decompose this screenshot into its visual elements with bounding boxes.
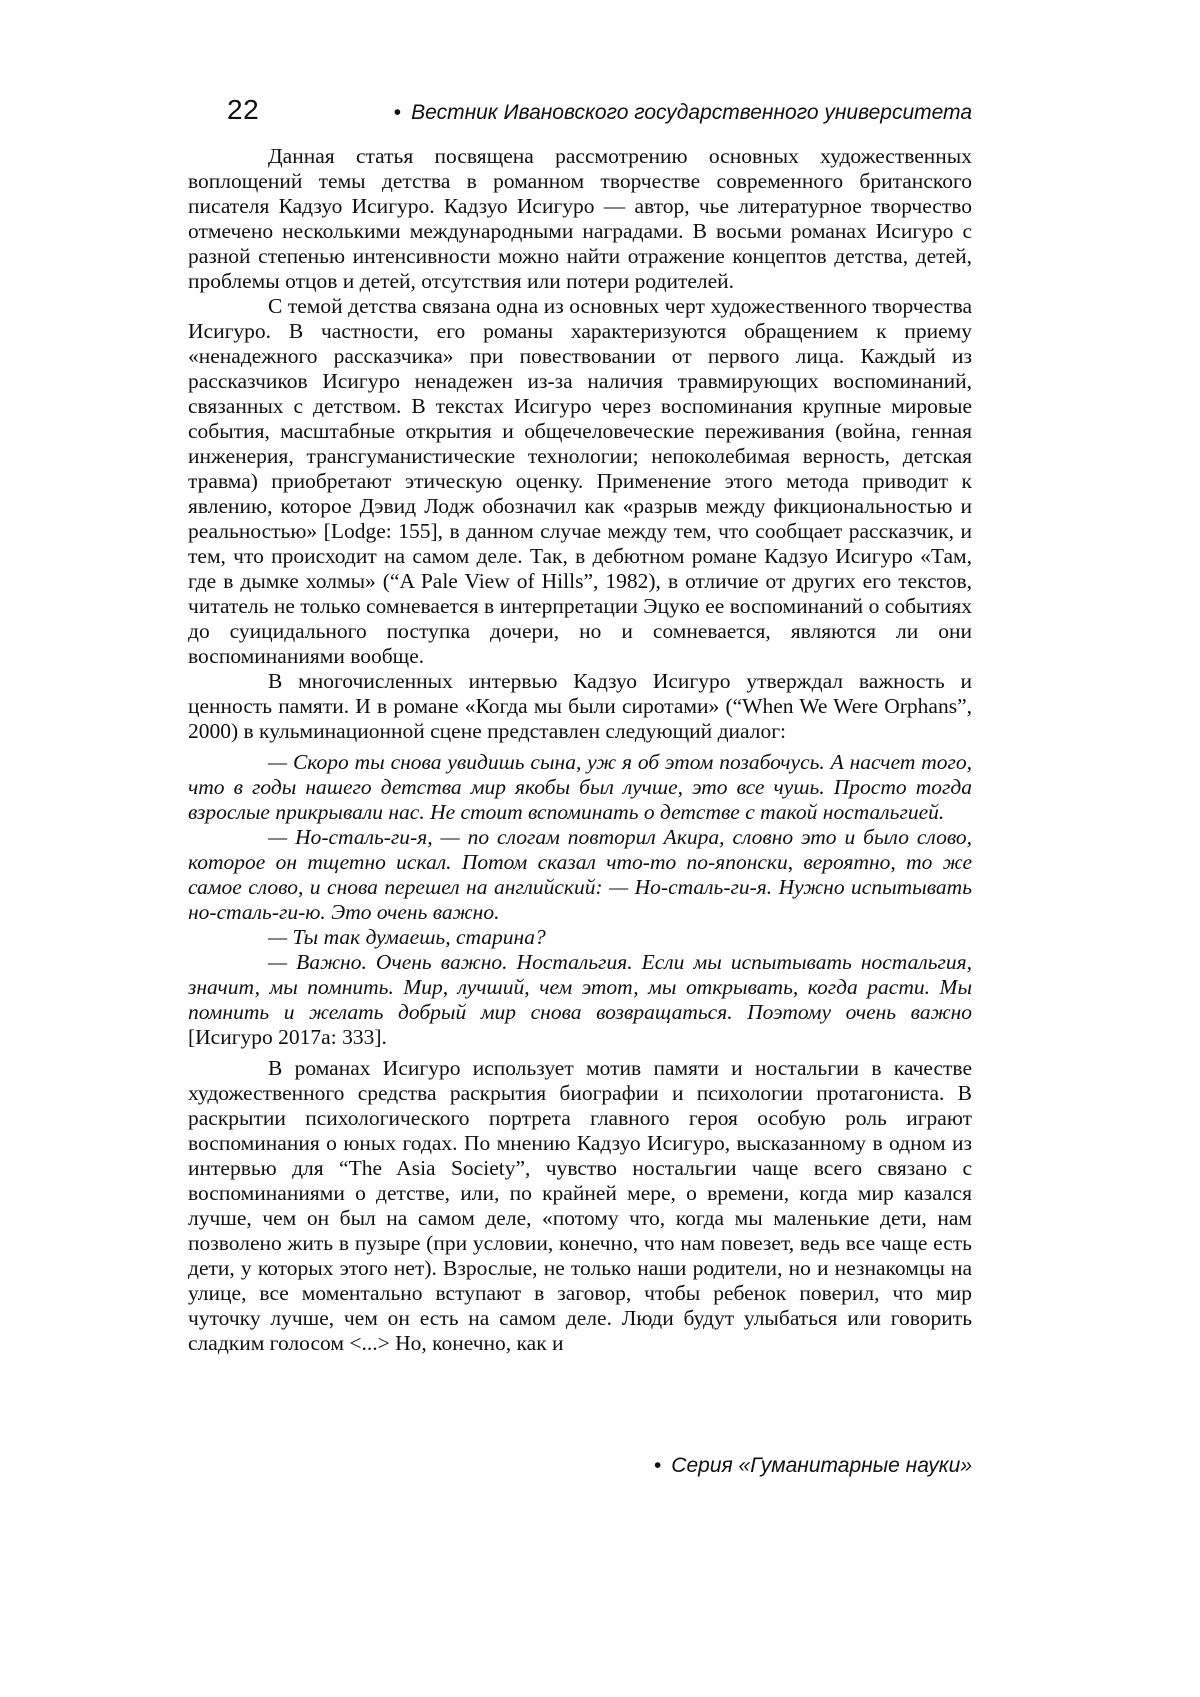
bullet-icon: •	[653, 1454, 662, 1477]
paragraph-interviews: В многочисленных интервью Кадзуо Исигуро утверждал важность и ценность памяти. И в романе «Когда мы были сиротами» (“When We Were Orphans”, 2000) в кульминационной сцене представлен следующий диалог:	[188, 669, 972, 743]
quote-paragraph-1: — Скоро ты снова увидишь сына, уж я об этом позабочусь. А насчет того, что в годы нашего детства мир якобы был лучше, это все чушь. Просто тогда взрослые прикрывали нас. Не стоит вспоминать о детстве с такой ностальгией.	[188, 750, 972, 824]
journal-title	[394, 102, 972, 123]
journal-title-text: Вестник Ивановского государственного университета	[411, 101, 972, 124]
page-header	[188, 96, 972, 124]
paragraph-closing: В романах Исигуро использует мотив памяти и ностальгии в качестве художественного средства раскрытия биографии и психологии протагониста. В раскрытии психологического портрета главного героя особую роль играют воспоминания о юных годах. По мнению Кадзуо Исигуро, высказанному в одном из интервью для “The Asia Society”, чувство ностальгии чаще всего связано с воспоминаниями о детстве, или, по крайней мере, о времени, когда мир казался лучше, чем он был на самом деле, «потому что, когда мы маленькие дети, нам позволено жить в пузыре (при условии, конечно, что нам повезет, ведь все чаще есть дети, у которых этого нет). Взрослые, не только наши родители, но и незнакомцы на улице, все моментально вступают в заговор, чтобы ребенок поверил, что мир чуточку лучше, чем он есть на самом деле. Люди будут улыбаться или говорить сладким голосом <...> Но, конечно, как и	[188, 1056, 972, 1355]
quote-paragraph-4-text: — Важно. Очень важно. Ностальгия. Если мы испытывать ностальгия, значит, мы помнить. Мир, лучший, чем этот, мы открывать, когда расти. Мы помнить и желать добрый мир снова возвращаться. Поэтому очень важно	[188, 950, 972, 1024]
page-footer	[188, 1455, 972, 1476]
quote-paragraph-2: — Но-сталь-ги-я, — по слогам повторил Акира, словно это и было слово, которое он тщетно искал. Потом сказал что-то по-японски, вероятно, то же самое слово, и снова перешел на английский: — Но-сталь-ги-я. Нужно испытывать но-сталь-ги-ю. Это очень важно.	[188, 825, 972, 924]
series-title: Серия «Гуманитарные науки»	[671, 1454, 972, 1477]
bullet-icon: •	[393, 101, 402, 124]
quote-block	[188, 750, 972, 1050]
paragraph-intro: Данная статья посвящена рассмотрению основных художественных воплощений темы детства в романном творчестве современного британского писателя Кадзуо Исигуро. Кадзуо Исигуро — автор, чье литературное творчество отмечено несколькими международными наградами. В восьми романах Исигуро с разной степенью интенсивности можно найти отражение концептов детства, детей, проблемы отцов и детей, отсутствия или потери родителей.	[188, 144, 972, 293]
quote-citation: [Исигуро 2017а: 333].	[188, 1025, 387, 1049]
article-body	[188, 144, 972, 1356]
quote-paragraph-3: — Ты так думаешь, старина?	[268, 925, 546, 949]
page-number: 22	[227, 94, 260, 125]
quote-paragraph-4	[188, 950, 972, 1050]
paragraph-unreliable-narrator: С темой детства связана одна из основных черт художественного творчества Исигуро. В частности, его романы характеризуются обращением к приему «ненадежного рассказчика» при повествовании от первого лица. Каждый из рассказчиков Исигуро ненадежен из-за наличия травмирующих воспоминаний, связанных с детством. В текстах Исигуро через воспоминания крупные мировые события, масштабные открытия и общечеловеческие переживания (война, генная инженерия, трансгуманистические технологии; непоколебимая верность, детская травма) приобретают этическую оценку. Применение этого метода приводит к явлению, которое Дэвид Лодж обозначил как «разрыв между фикциональностью и реальностью» [Lodge: 155], в данном случае между тем, что сообщает рассказчик, и тем, что происходит на самом деле. Так, в дебютном романе Кадзуо Исигуро «Там, где в дымке холмы» (“A Pale View of Hills”, 1982), в отличие от других его текстов, читатель не только сомневается в интерпретации Эцуко ее воспоминаний о событиях до суицидального поступка дочери, но и сомневается, являются ли они воспоминаниями вообще.	[188, 294, 972, 668]
